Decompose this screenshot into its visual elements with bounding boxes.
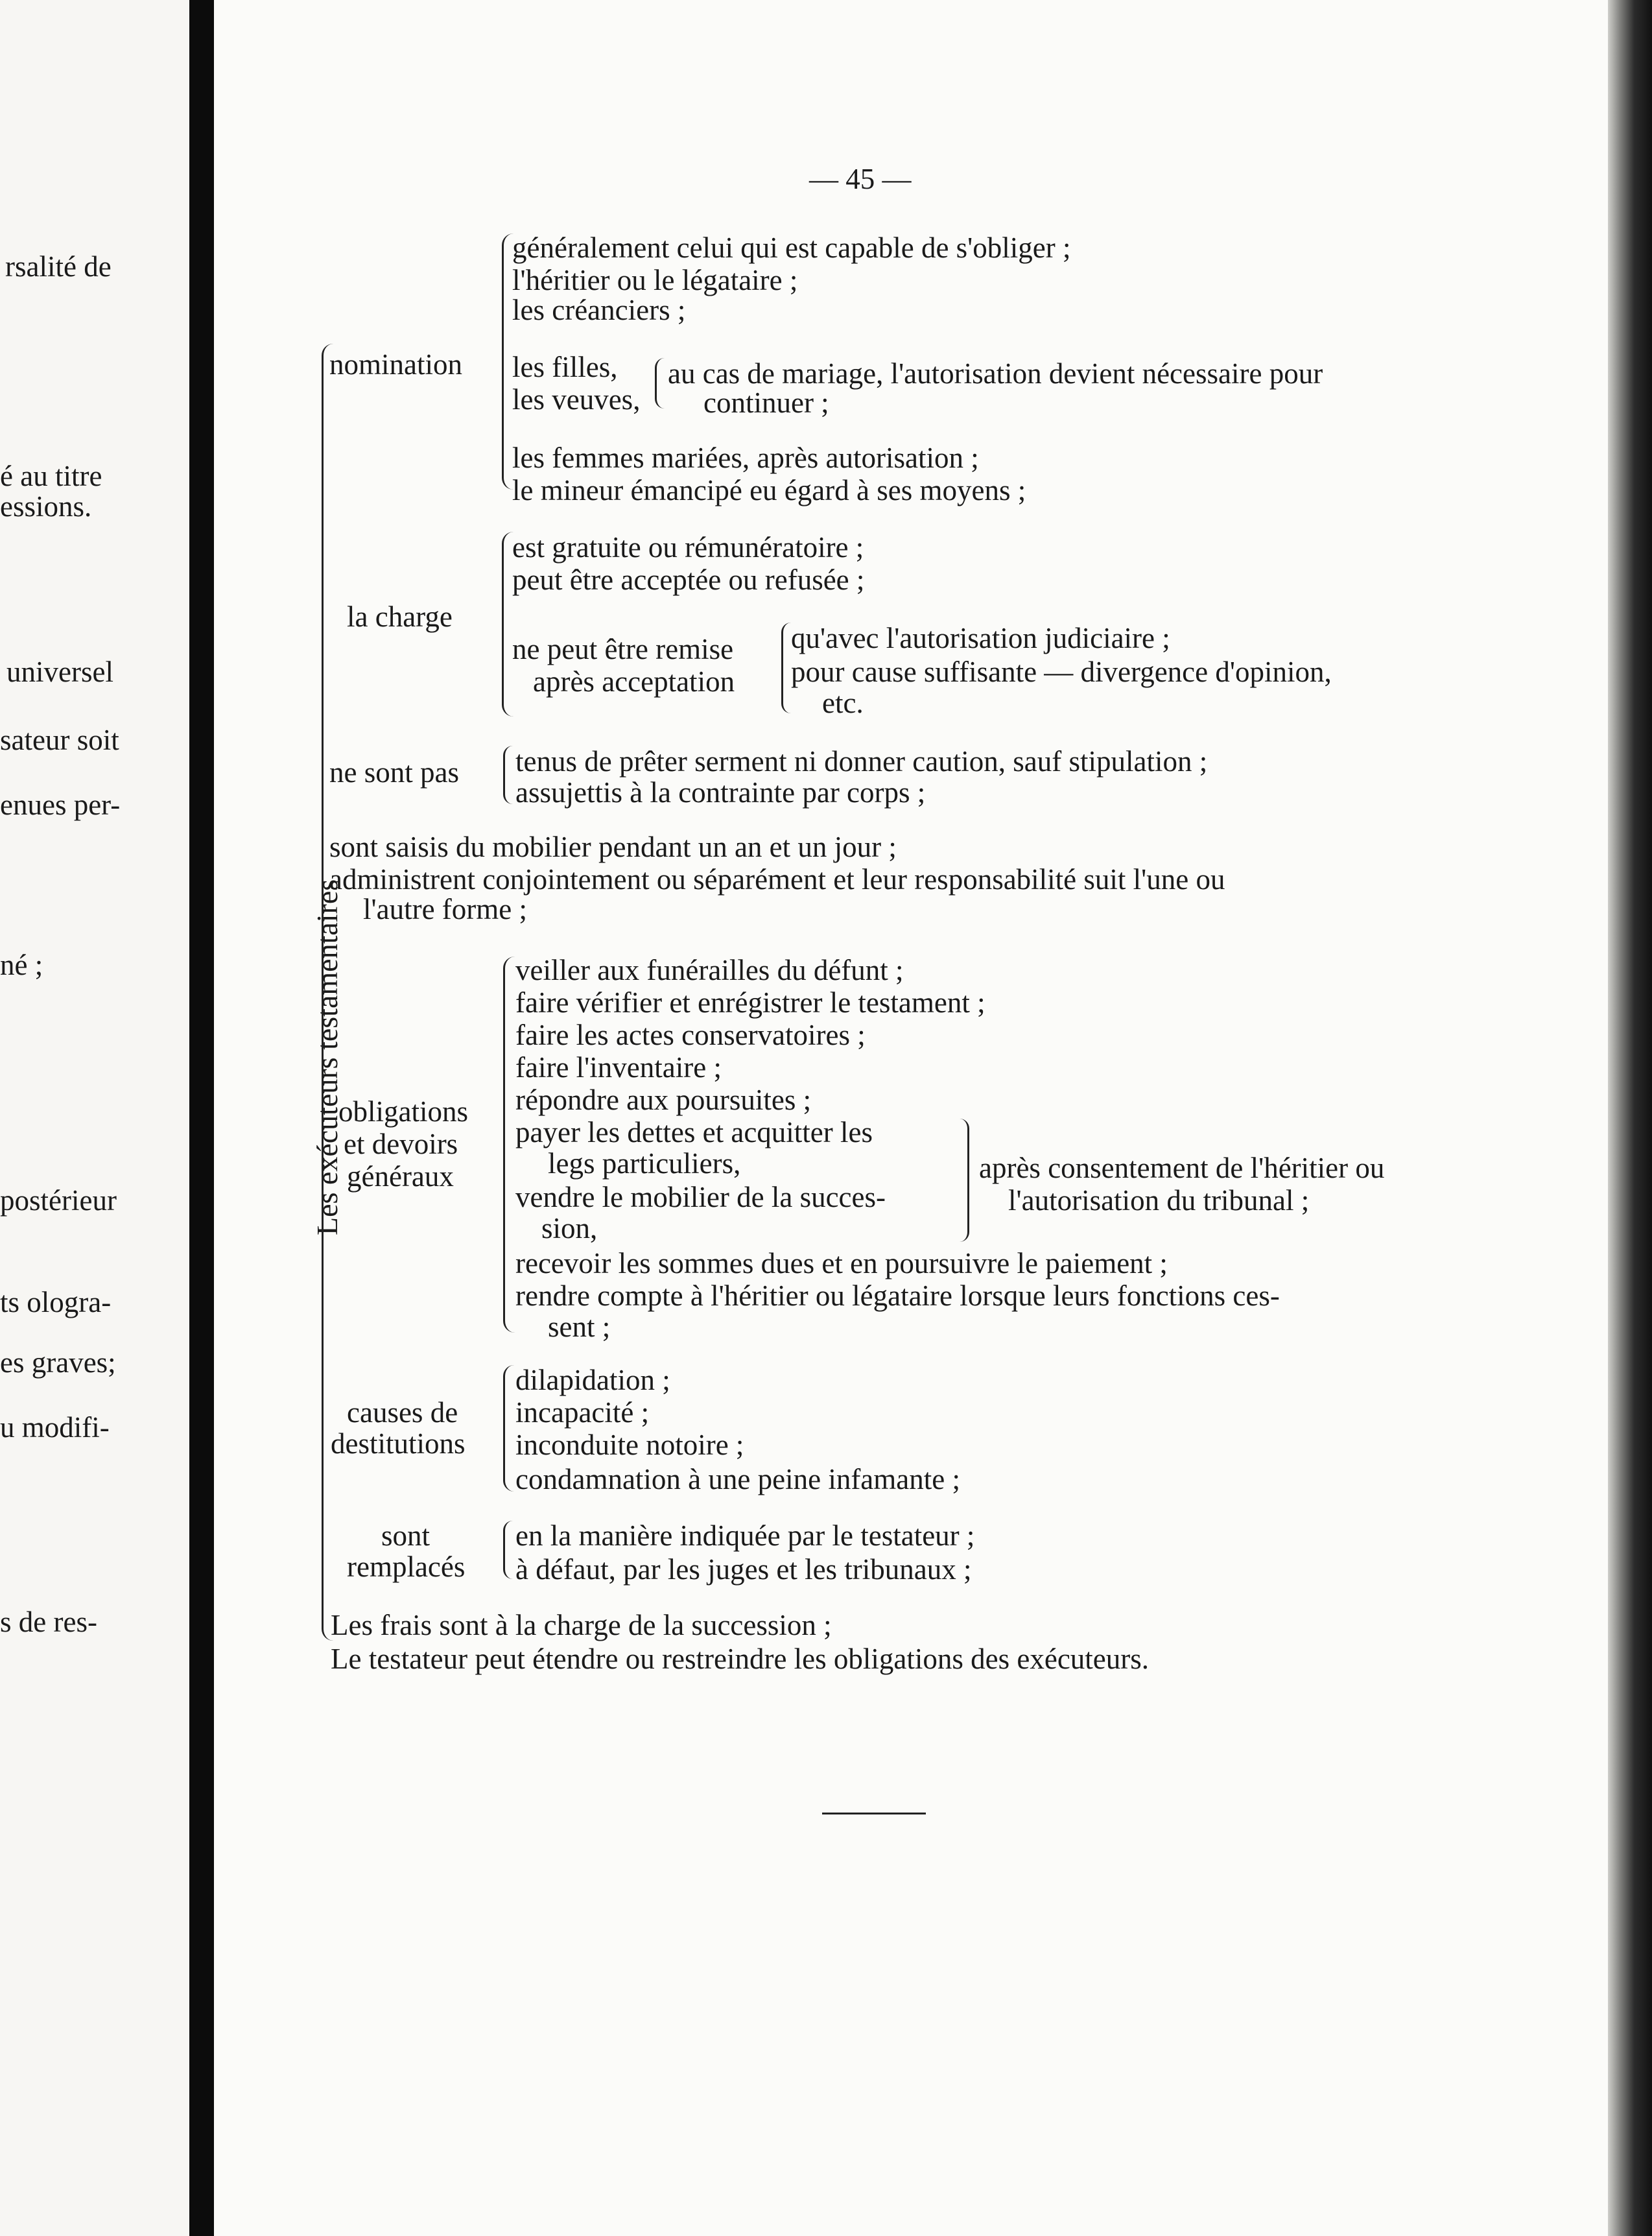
ne-sont-pas-item: tenus de prêter serment ni donner caution, sauf stipulation ;: [515, 745, 1208, 778]
left-line: ts ologra-: [0, 1286, 112, 1318]
remplaces-item: en la manière indiquée par le testateur ;: [515, 1519, 975, 1552]
payer-line: legs particuliers,: [548, 1147, 741, 1180]
apres-line: après consentement de l'héritier ou: [979, 1152, 1385, 1184]
remplaces-item: à défaut, par les juges et les tribunaux ;: [515, 1553, 972, 1586]
obligations-label: et devoirs: [344, 1128, 458, 1160]
closing-rule: [822, 1813, 926, 1814]
remise-item: qu'avec l'autorisation judiciaire ;: [791, 622, 1170, 654]
charge-remise: ne peut être remise: [512, 633, 734, 665]
obligations-item: faire l'inventaire ;: [515, 1051, 722, 1084]
saisis-line: administrent conjointement ou séparément et leur responsabilité suit l'une ou: [329, 863, 1225, 896]
remplaces-brace: [503, 1521, 513, 1579]
obligations-item: recevoir les sommes dues et en poursuivre le paiement ;: [515, 1247, 1168, 1279]
nomination-item: les femmes mariées, après autorisation ;: [512, 442, 979, 474]
left-line: essions.: [0, 490, 92, 523]
obligations-item: répondre aux poursuites ;: [515, 1084, 812, 1116]
vendre-line: vendre le mobilier de la succes-: [515, 1181, 886, 1213]
obligations-item: faire les actes conservatoires ;: [515, 1019, 866, 1051]
filles-note: au cas de mariage, l'autorisation devient nécessaire pour: [668, 357, 1323, 390]
nomination-label: nomination: [329, 348, 462, 381]
left-line: é au titre: [0, 460, 102, 492]
nomination-filles: les filles,: [512, 351, 618, 383]
charge-remise: après acceptation: [533, 665, 735, 698]
nomination-item: les créanciers ;: [512, 294, 686, 326]
nomination-veuves: les veuves,: [512, 383, 641, 416]
destitutions-label: destitutions: [331, 1427, 466, 1460]
obligations-brace: [503, 957, 517, 1333]
left-line: es graves;: [0, 1346, 116, 1379]
apres-brace: [960, 1119, 969, 1242]
ne-sont-pas-label: ne sont pas: [329, 756, 459, 789]
filles-note: continuer ;: [703, 387, 829, 419]
remise-brace: [781, 623, 791, 713]
obligations-label: généraux: [347, 1160, 454, 1193]
left-line: postérieur: [0, 1184, 117, 1217]
nomination-item: généralement celui qui est capable de s'obliger ;: [512, 232, 1071, 264]
destitutions-item: inconduite notoire ;: [515, 1429, 744, 1461]
ne-sont-pas-item: assujettis à la contrainte par corps ;: [515, 776, 926, 809]
left-line: rsalité de: [5, 250, 112, 283]
footer-line: Le testateur peut étendre ou restreindre les obligations des exécuteurs.: [331, 1643, 1150, 1675]
previous-page-fragment: [0, 0, 189, 2236]
obligations-item: sent ;: [548, 1311, 611, 1343]
footer-line: Les frais sont à la charge de la succession ;: [331, 1609, 832, 1641]
book-gutter: [189, 0, 214, 2236]
nomination-item: l'héritier ou le légataire ;: [512, 264, 798, 296]
apres-line: l'autorisation du tribunal ;: [1008, 1184, 1310, 1217]
obligations-label: obligations: [338, 1095, 468, 1128]
left-line: universel: [6, 656, 113, 688]
vertical-title: Les exécuteurs testamentaires: [311, 879, 344, 1235]
left-line: enues per-: [0, 789, 121, 821]
charge-item: est gratuite ou rémunératoire ;: [512, 531, 864, 564]
destitutions-item: condamnation à une peine infamante ;: [515, 1463, 960, 1495]
destitutions-brace: [503, 1365, 514, 1492]
destitutions-item: dilapidation ;: [515, 1364, 670, 1396]
payer-line: payer les dettes et acquitter les: [515, 1116, 873, 1148]
vendre-line: sion,: [541, 1212, 598, 1244]
filles-brace: [655, 358, 665, 409]
left-line: s de res-: [0, 1606, 97, 1638]
destitutions-item: incapacité ;: [515, 1396, 650, 1429]
destitutions-label: causes de: [347, 1396, 458, 1429]
obligations-item: faire vérifier et enrégistrer le testament ;: [515, 986, 985, 1019]
page-edge: [1608, 0, 1652, 2236]
left-line: u modifi-: [0, 1411, 110, 1444]
remise-item: etc.: [822, 687, 864, 719]
obligations-item: veiller aux funérailles du défunt ;: [515, 954, 904, 986]
page-number: — 45 —: [809, 163, 912, 195]
remise-item: pour cause suffisante — divergence d'opinion,: [791, 656, 1332, 688]
charge-item: peut être acceptée ou refusée ;: [512, 564, 865, 596]
nomination-item: le mineur émancipé eu égard à ses moyens ;: [512, 474, 1026, 506]
ne-sont-pas-brace: [503, 746, 513, 804]
saisis-line: l'autre forme ;: [363, 893, 527, 925]
saisis-line: sont saisis du mobilier pendant un an et un jour ;: [329, 831, 897, 863]
remplaces-label: sont: [381, 1519, 431, 1552]
charge-label: la charge: [347, 601, 453, 633]
remplaces-label: remplacés: [347, 1551, 466, 1583]
left-line: sateur soit: [0, 724, 119, 756]
left-line: né ;: [0, 949, 43, 981]
obligations-item: rendre compte à l'héritier ou légataire lorsque leurs fonctions ces-: [515, 1279, 1280, 1312]
